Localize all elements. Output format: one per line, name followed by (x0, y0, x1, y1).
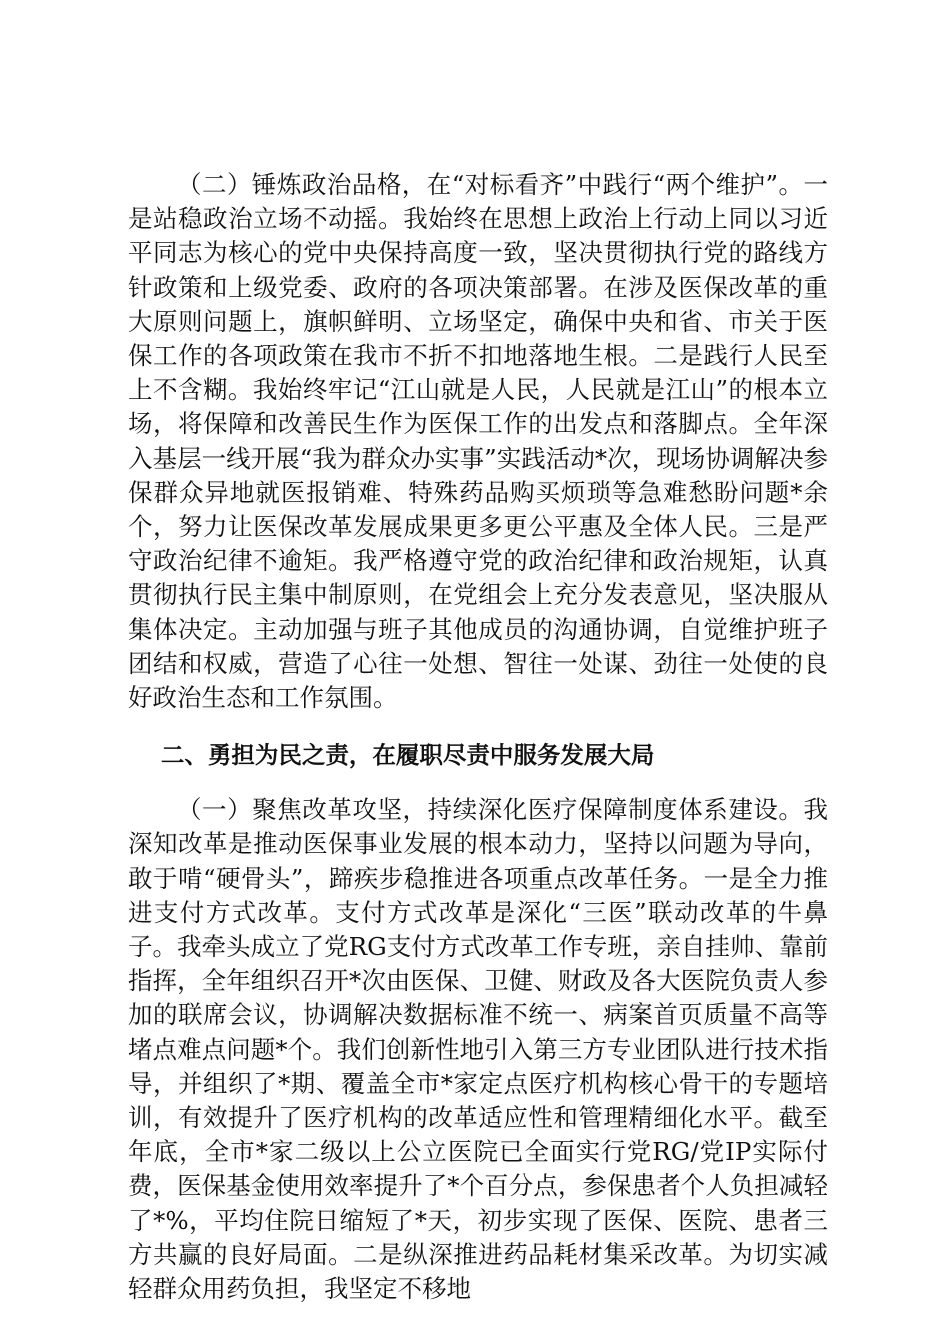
body-paragraph-political-character: （二）锤炼政治品格，在“对标看齐”中践行“两个维护”。一是站稳政治立场不动摇。我始终在思想上政治上行动上同以习近平同志为核心的党中央保持高度一致，坚决贯彻执行党的路线方针政策和上级党委、政府的各项决策部署。在涉及医保改革的重大原则问题上，旗帜鲜明、立场坚定，确保中央和省、市关于医保工作的各项政策在我市不折不扣地落地生根。二是践行人民至上不含糊。我始终牢记“江山就是人民，人民就是江山”的根本立场，将保障和改善民生作为医保工作的出发点和落脚点。全年深入基层一线开展“我为群众办实事”实践活动*次，现场协调解决参保群众异地就医报销难、特殊药品购买烦琐等急难愁盼问题*余个，努力让医保改革发展成果更多更公平惠及全体人民。三是严守政治纪律不逾矩。我严格遵守党的政治纪律和政治规矩，认真贯彻执行民主集中制原则，在党组会上充分发表意见，坚决服从集体决定。主动加强与班子其他成员的沟通协调，自觉维护班子团结和权威，营造了心往一处想、智往一处谋、劲往一处使的良好政治生态和工作氛围。 (128, 170, 828, 713)
document-page (128, 168, 828, 1306)
section-heading-2: 二、勇担为民之责，在履职尽责中服务发展大局 (160, 741, 655, 770)
body-paragraph-reform: （一）聚焦改革攻坚，持续深化医疗保障制度体系建设。我深知改革是推动医保事业发展的根本动力，坚持以问题为导向，敢于啃“硬骨头”，蹄疾步稳推进各项重点改革任务。一是全力推进支付方式改革。支付方式改革是深化“三医”联动改革的牛鼻子。我牵头成立了党RG支付方式改革工作专班，亲自挂帅、靠前指挥，全年组织召开*次由医保、卫健、财政及各大医院负责人参加的联席会议，协调解决数据标准不统一、病案首页质量不高等堵点难点问题*个。我们创新性地引入第三方专业团队进行技术指导，并组织了*期、覆盖全市*家定点医疗机构核心骨干的专题培训，有效提升了医疗机构的改革适应性和管理精细化水平。截至年底，全市*家二级以上公立医院已全面实行党RG/党IP实际付费，医保基金使用效率提升了*个百分点，参保患者个人负担减轻了*%，平均住院日缩短了*天，初步实现了医保、医院、患者三方共赢的良好局面。二是纵深推进药品耗材集采改革。为切实减轻群众用药负担，我坚定不移地 (128, 795, 828, 1304)
